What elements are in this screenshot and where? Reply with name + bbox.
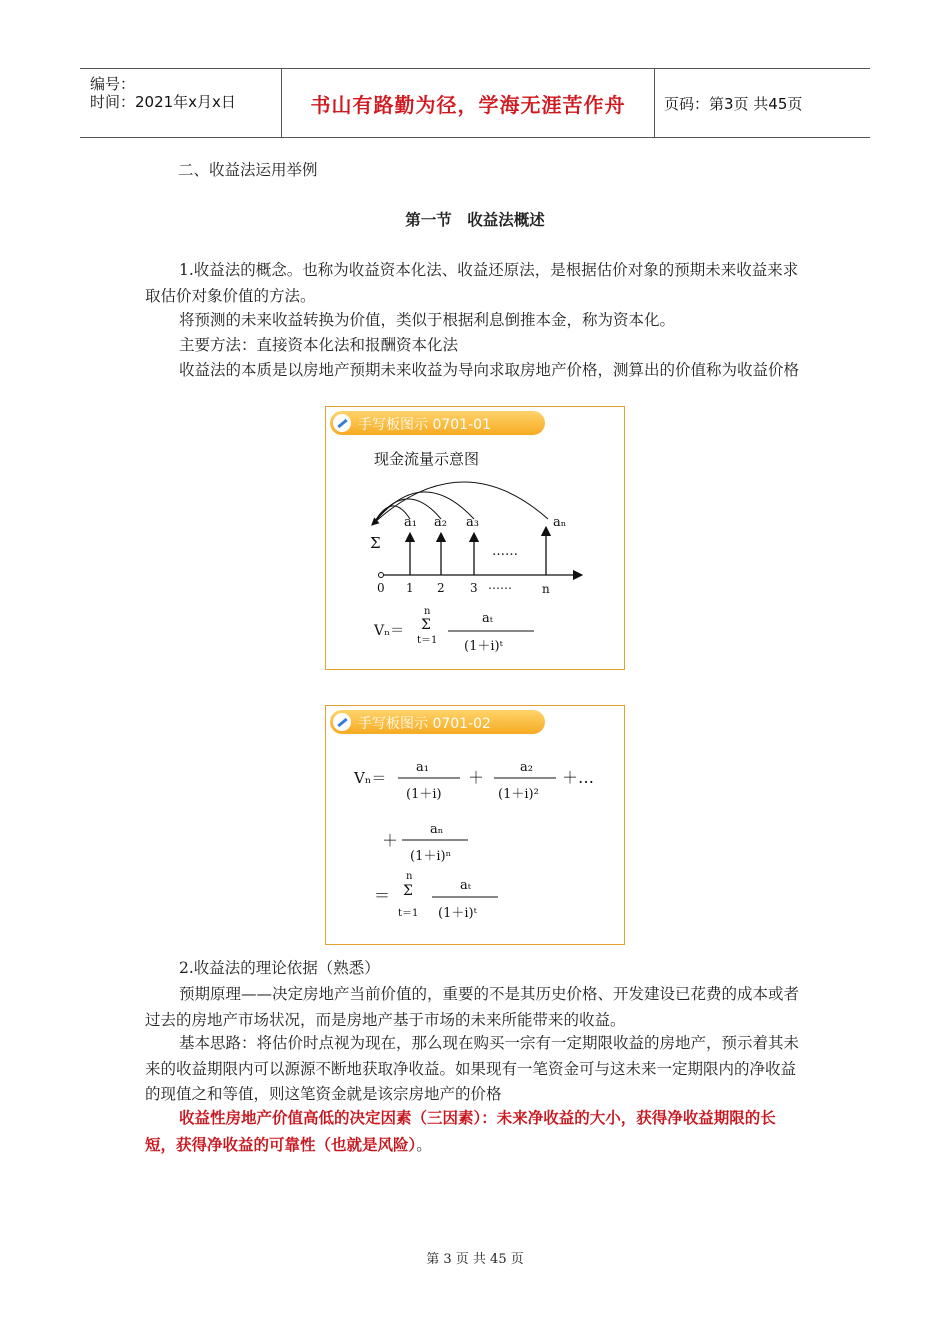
f2-sum-sigma: Σ <box>403 883 413 899</box>
f2-frac4-num: aₜ <box>460 878 471 893</box>
paragraph-expectation-principle: 预期原理——决定房地产当前价值的，重要的不是其历史价格、开发建设已花费的成本或者过去的房地产市场状况，而是房地产基于市场的未来所能带来的收益。 <box>145 985 800 1029</box>
paragraph-concept: 1.收益法的概念。也称为收益资本化法、收益还原法，是根据估价对象的预期未来收益来求取估价对象价值的方法。 <box>145 261 799 305</box>
f2-frac1-num: a₁ <box>416 760 429 775</box>
label-an: aₙ <box>553 515 567 530</box>
f2-lhs: Vₙ＝ <box>354 769 387 787</box>
f2-frac4-den: (1＋i)ᵗ <box>438 906 477 921</box>
formula-lhs: Vₙ＝ <box>374 623 405 639</box>
header-left-cell <box>80 69 280 137</box>
chapter-title: 第一节 收益法概述 <box>405 210 545 229</box>
date-label: 时间：2021年x月x日 <box>90 93 236 111</box>
paragraph-capitalization: 将预测的未来收益转换为价值，类似于根据利息倒推本金，称为资本化。 <box>179 311 676 329</box>
key-factors-highlight: 收益性房地产价值高低的决定因素（三因素）：未来净收益的大小，获得净收益期限的长短，获得净收益的可靠性（也就是风险） <box>145 1108 776 1154</box>
f2-plus2: ＋ <box>382 831 399 850</box>
figure-cash-flow <box>325 406 625 670</box>
label-a3: a₃ <box>466 515 479 530</box>
f2-frac2-num: a₂ <box>520 760 533 775</box>
f2-sum-top: n <box>406 871 413 882</box>
sum-top: n <box>424 606 431 617</box>
header-motto-cell <box>281 69 655 137</box>
figure-formula-expansion <box>325 705 625 945</box>
axis-label-1: 1 <box>406 581 414 595</box>
page-footer: 第 3 页 共 45 页 <box>426 1252 524 1267</box>
label-a2: a₂ <box>434 515 447 530</box>
f2-frac2-den: (1＋i)² <box>498 787 539 802</box>
header-right-cell <box>654 69 870 137</box>
f2-frac3-num: aₙ <box>430 822 444 837</box>
formula-numerator: aₜ <box>482 611 493 626</box>
f2-frac3-den: (1＋i)ⁿ <box>410 849 452 864</box>
figure-tag: 手写板图示 0701-01 <box>330 411 545 435</box>
sum-sigma: Σ <box>421 617 431 633</box>
key-factors-end: 。 <box>416 1135 432 1154</box>
axis-label-0: 0 <box>377 581 385 595</box>
f2-sum-bottom: t＝1 <box>398 908 419 919</box>
paragraph-theory: 2.收益法的理论依据（熟悉） <box>179 959 380 977</box>
section-heading: 二、收益法运用举例 <box>178 161 318 179</box>
f2-plus1: ＋ <box>468 768 485 787</box>
axis-label-3: 3 <box>470 581 478 595</box>
arc-a3 <box>374 492 474 523</box>
f2-eq: ＝ <box>374 886 391 905</box>
axis-label-dots: …… <box>488 578 512 592</box>
axis-label-n: n <box>542 582 550 596</box>
sum-bottom: t＝1 <box>417 635 438 646</box>
sum-symbol: Σ <box>370 534 381 552</box>
page-info: 页码：第3页 共45页 <box>664 95 803 113</box>
f2-frac1-den: (1＋i) <box>406 787 442 802</box>
arc-an <box>374 482 548 523</box>
f2-tail: ＋… <box>562 768 595 787</box>
paragraph-methods: 主要方法：直接资本化法和报酬资本化法 <box>179 336 459 354</box>
paragraph-key-factors <box>145 1105 800 1158</box>
number-label: 编号： <box>90 75 136 93</box>
motto: 书山有路勤为径，学海无涯苦作舟 <box>310 93 626 117</box>
formula-diagram <box>326 706 624 944</box>
axis-label-2: 2 <box>437 581 445 595</box>
paragraph-essence: 收益法的本质是以房地产预期未来收益为导向求取房地产价格，测算出的价值称为收益价格 <box>179 361 800 379</box>
paragraph-basic-idea: 基本思路：将估价时点视为现在，那么现在购买一宗有一定期限收益的房地产，预示着其未来的收益期限内可以源源不断地获取净收益。如果现有一笔资金可与这未来一定期限内的净收益的现值之和等值，则这笔资金就是该宗房地产的价格 <box>145 1034 800 1103</box>
label-a1: a₁ <box>404 515 417 530</box>
diagram-title: 现金流量示意图 <box>374 450 480 468</box>
dots-upper: …… <box>492 544 518 559</box>
figure-tag: 手写板图示 0701-02 <box>330 710 545 734</box>
formula-denominator: (1＋i)ᵗ <box>464 639 503 654</box>
cash-flow-diagram <box>326 407 624 669</box>
document-header <box>80 68 870 138</box>
